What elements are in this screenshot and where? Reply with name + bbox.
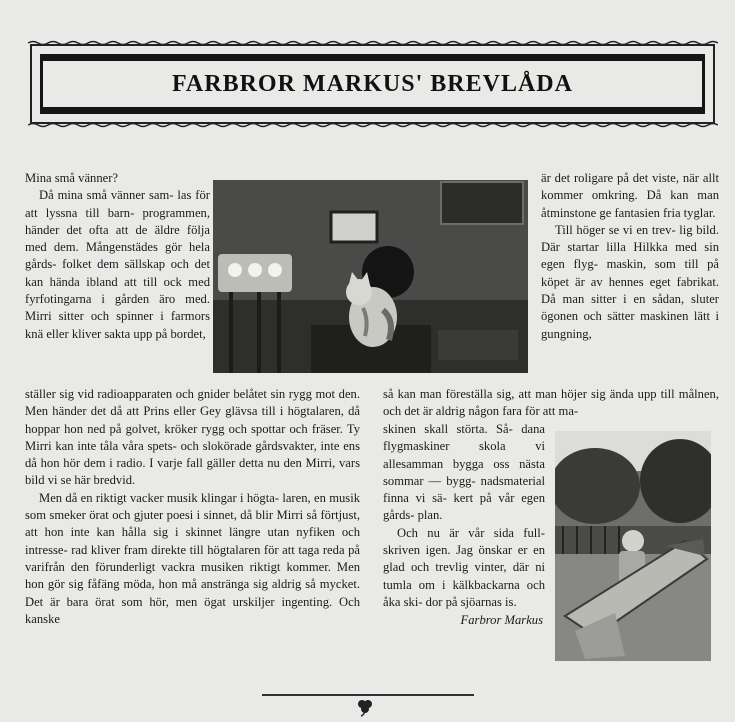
article-column-wide [25,386,360,628]
header-frame [30,44,715,124]
page-title: FARBROR MARKUS' BREVLÅDA [172,70,573,97]
header-inner-frame [40,54,705,114]
article-column-left [25,170,210,343]
footer-rule [262,694,474,696]
paragraph: skinen skall störta. Så- dana flygmaskiner skola vi allesamman bygga oss nästa sommar — bygg- nadsmaterial finna vi sä- kert på vår egen gårds- plan. [383,422,545,523]
header-wavy-border-bottom [28,122,718,128]
paragraph: är det roligare på det viste, när allt kommer omkring. Då kan man åtminstone ge fantasien fria tyglar. [541,171,719,220]
child-airplane-illustration [555,431,711,661]
cat-radio-illustration [213,180,528,373]
photo-cat-radio [213,180,528,373]
flower-ornament-icon [355,697,375,717]
paragraph: Men då en riktigt vacker musik klingar i högta- laren, en musik som smeker örat och gjuter poesi i sinnet, då blir Mirri så förtjust, att hon inte kan hålla sig i skinnet längre utan nyfiken och intresse- rad kliver fram direkte till högtalaren för att taga reda på varifrån den förunderligt vackra musiken riktigt kommer. Men hon gör sig fåfäng möda, hon må anstränga sig aldrig så mycket. Det är bara örat som hör, men ögat urskiljer ingenting. Och kanske [25,490,360,626]
paragraph: Då mina små vänner sam- las för att lyssna till barn- programmen, händer det ofta att de äldre följa med dem. Mångenstädes gör hela gårds- folket dem sällskap och det kan hända ibland att till ock med fyrfotingarna i gården äro med. Mirri sitter och spinner i farmors knä eller kliver sakta upp på bordet, [25,188,210,341]
article-column-right [541,170,719,343]
photo-child-airplane [555,431,711,661]
paragraph: ställer sig vid radioapparaten och gnider belåtet sin rygg mot den. Men händer det då att Prins eller Gey glävsa till i högtalaren, då hoppar hon ned på golvet, kröker rygg och spottar och fräser. Ty Mirri kan inte tåla våra spets- och slokörade gårdsvakter, inte ens då hon hör dem i radio. I varje fall gäller detta nu den Mirri, vars bild vi se här bredvid. [25,387,360,488]
salutation: Mina små vänner? [25,171,119,185]
paragraph: så kan man föreställa sig, att man höjer sig ända upp till målnen, och det är aldrig någon fara för att ma- [383,387,719,419]
paragraph: Och nu är vår sida full- skriven igen. Jag önskar er en glad och trevlig vinter, där ni tumla om i kälkbackarna och åka ski- dor på sjöarnas is. [383,525,545,609]
article-column-mid-wide [383,386,719,421]
signature: Farbror Markus [460,613,543,628]
paragraph: Till höger se vi en trev- lig bild. Där startar lilla Hilkka med sin egen flyg- maskin, som till på köpet är av hennes eget fabrikat. Då man sitter i en sådan, sluter ögonen och sätter maskinen lätt i gungning, [541,222,719,341]
article-column-mid [383,421,545,630]
